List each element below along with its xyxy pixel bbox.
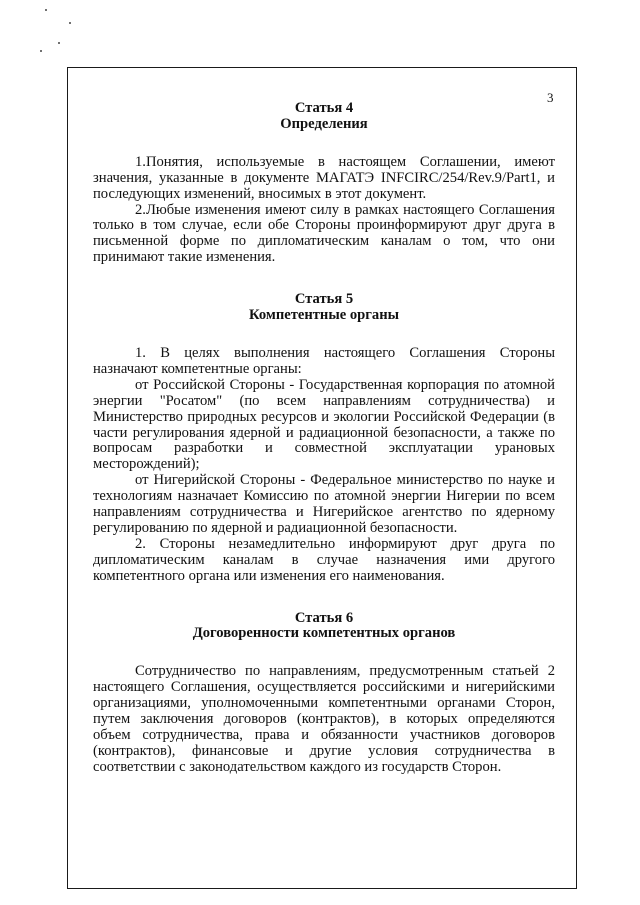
paragraph: 1.Понятия, используемые в настоящем Соглашении, имеют значения, указанные в документе МАГАТЭ INFCIRC/254/Rev.9/Part1, и последующих изменений, вносимых в этот документ. [93,153,555,202]
article-number: Статья 6 [294,609,354,626]
paragraph: Сотрудничество по направлениям, предусмотренным статьей 2 настоящего Соглашения, осуществляется российскими и нигерийскими организациями, уполномоченными компетентными органами Сторон, путем заключения договоров (контрактов), в которых определяются объем сотрудничества, права и обязанности участников договоров (контрактов), финансовые и другие условия сотрудничества в соответствии с законодательством каждого из государств Сторон. [93,663,555,775]
article-title: Компетентные органы [249,307,399,324]
article-6 [93,611,555,776]
scan-speck [40,50,42,52]
article-title: Определения [280,115,368,132]
scan-speck [45,9,47,11]
article-number: Статья 4 [294,100,354,116]
paragraph: от Нигерийской Стороны - Федеральное министерство по науке и технологиям назначает Комиссию по атомной энергии Нигерии по всем направлениям сотрудничества и Нигерийское агентство по ядерному регулированию по ядерной и радиационной безопасности. [93,472,555,536]
scan-speck [69,22,71,24]
article-4 [93,101,555,266]
paragraph: 2. Стороны незамедлительно информируют друг друга по дипломатическим каналам в случае назначения ими другого компетентного органа или изменения его наименования. [93,535,555,584]
article-5 [93,292,555,584]
article-title: Договоренности компетентных органов [192,625,456,642]
paragraph: 1. В целях выполнения настоящего Соглашения Стороны назначают компетентные органы: [93,344,555,377]
document-body [93,101,555,776]
article-number: Статья 5 [294,291,354,308]
paragraph: 2.Любые изменения имеют силу в рамках настоящего Соглашения только в том случае, если обе Стороны проинформируют друг друга в письменной форме по дипломатическим каналам о том, что они принимают такие изменения. [93,201,555,266]
scan-speck [58,42,60,44]
page-number: 3 [547,90,554,105]
paragraph: от Российской Стороны - Государственная корпорация по атомной энергии "Росатом" (по всем направлениям сотрудничества) и Министерство природных ресурсов и экологии Российской Федерации (в части регулирования ядерной и радиационной безопасности, а также по вопросам разработки и совместной эксплуатации урановых месторождений); [93,376,555,473]
